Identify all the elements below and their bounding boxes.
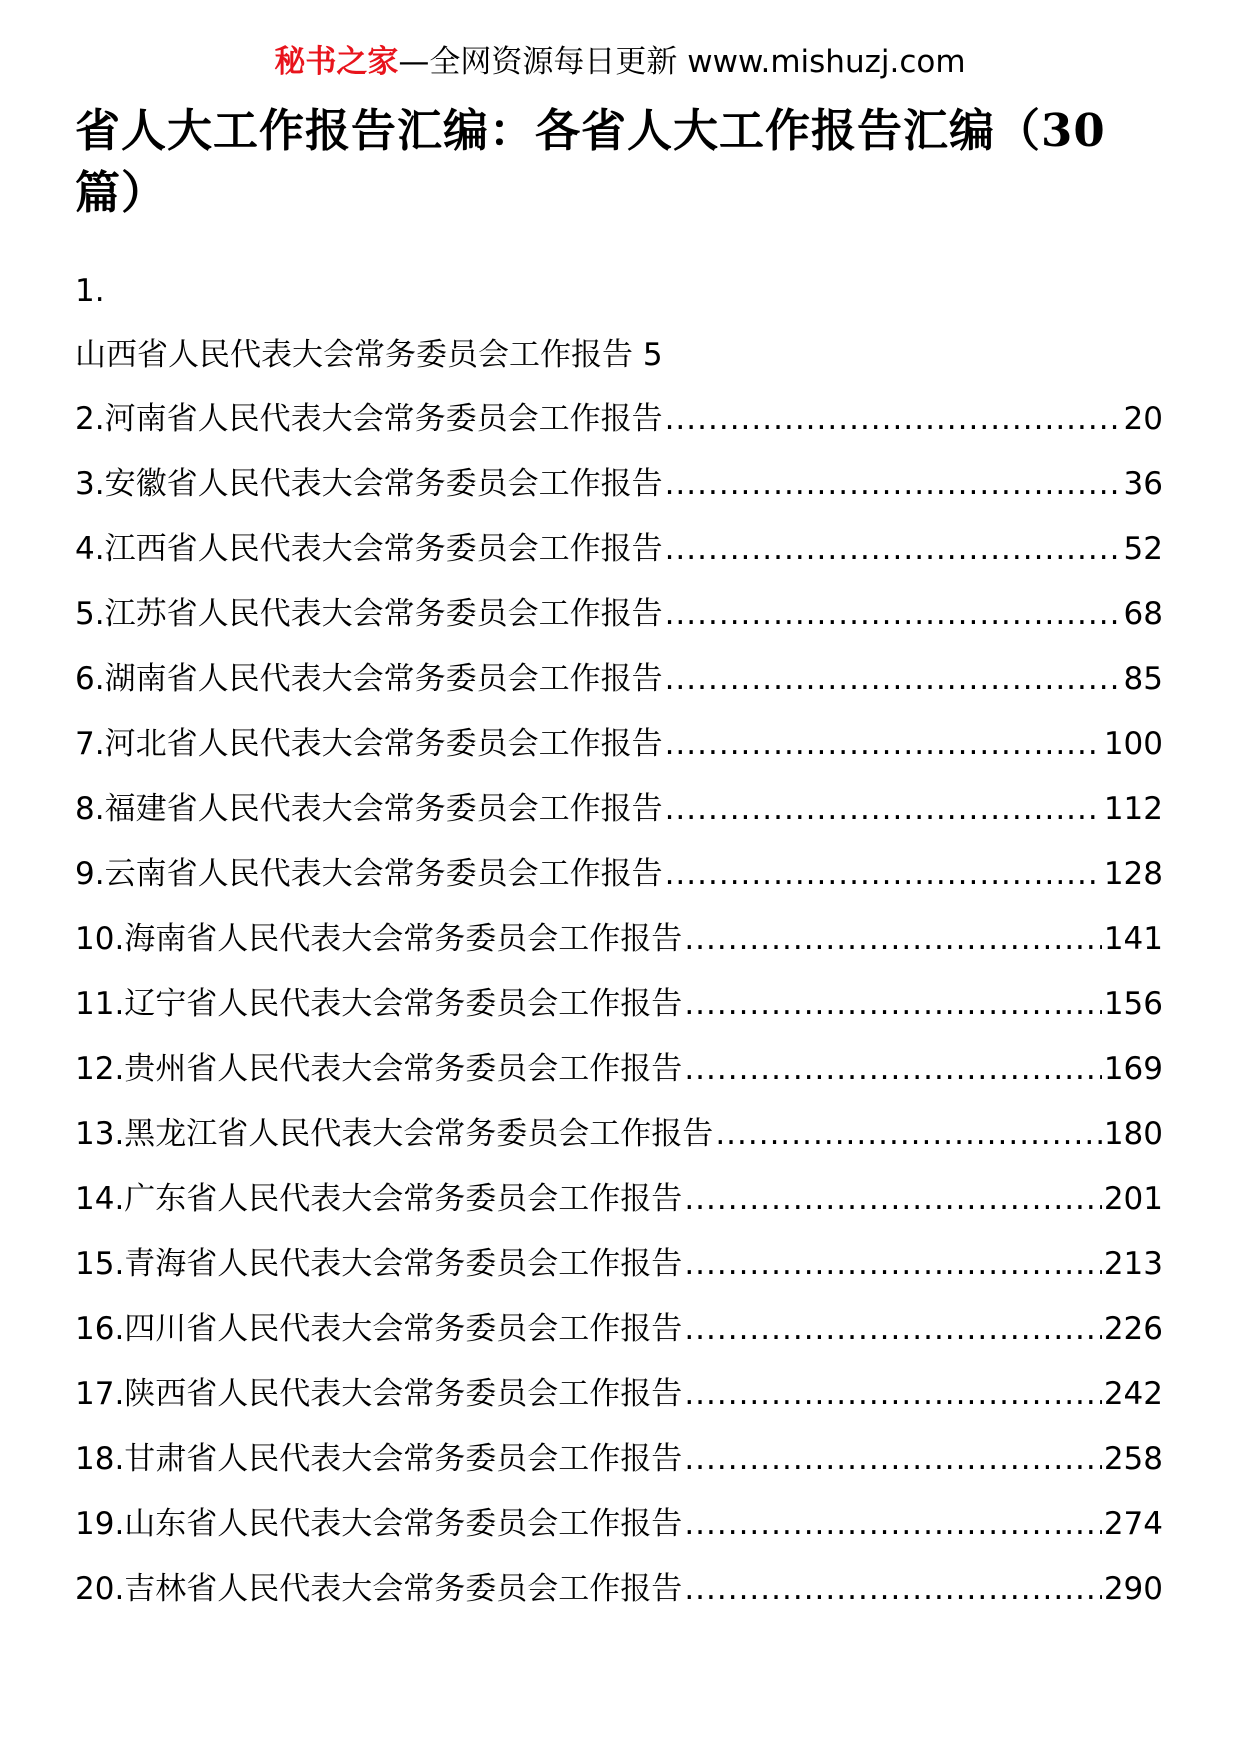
toc-entry-title[interactable]: 16.四川省人民代表大会常务委员会工作报告 — [75, 1311, 683, 1347]
toc-entry-title[interactable]: 14.广东省人民代表大会常务委员会工作报告 — [75, 1181, 683, 1217]
toc-entry-title[interactable]: 11.辽宁省人民代表大会常务委员会工作报告 — [75, 986, 683, 1022]
toc-entry[interactable] — [75, 788, 1163, 853]
toc-entry-page[interactable]: 274 — [1103, 1506, 1163, 1542]
toc-entry[interactable] — [75, 723, 1163, 788]
toc-entry-title[interactable]: 8.福建省人民代表大会常务委员会工作报告 — [75, 791, 663, 827]
page-header — [0, 42, 1240, 82]
toc-entry-page[interactable]: 68 — [1123, 596, 1163, 632]
toc-dot-leader — [684, 1178, 1102, 1220]
toc-entry[interactable] — [75, 1308, 1163, 1373]
toc-dot-leader — [665, 593, 1122, 635]
toc-dot-leader — [684, 1243, 1102, 1285]
toc-entry-title[interactable]: 6.湖南省人民代表大会常务委员会工作报告 — [75, 661, 663, 697]
toc-dot-leader — [665, 658, 1122, 700]
toc-entry-title[interactable]: 5.江苏省人民代表大会常务委员会工作报告 — [75, 596, 663, 632]
toc-entry[interactable] — [75, 463, 1163, 528]
toc-dot-leader — [684, 983, 1102, 1025]
toc-entry[interactable] — [75, 1113, 1163, 1178]
toc-entry-page[interactable]: 52 — [1123, 531, 1163, 567]
toc-entry-page[interactable]: 112 — [1103, 791, 1163, 827]
toc-dot-leader — [684, 1503, 1102, 1545]
toc-entry-title[interactable]: 2.河南省人民代表大会常务委员会工作报告 — [75, 401, 663, 437]
toc-dot-leader — [665, 788, 1102, 830]
toc-entry-title[interactable]: 15.青海省人民代表大会常务委员会工作报告 — [75, 1246, 683, 1282]
toc-entry-page[interactable]: 213 — [1103, 1246, 1163, 1282]
toc-dot-leader — [665, 528, 1122, 570]
toc-entry-page[interactable]: 169 — [1103, 1051, 1163, 1087]
toc-entry-page[interactable]: 180 — [1103, 1116, 1163, 1152]
toc-entry-page[interactable]: 242 — [1103, 1376, 1163, 1412]
toc-dot-leader — [684, 1308, 1102, 1350]
toc-entry-page[interactable]: 258 — [1103, 1441, 1163, 1477]
toc-entry-title[interactable]: 3.安徽省人民代表大会常务委员会工作报告 — [75, 466, 663, 502]
toc-entry[interactable] — [75, 1438, 1163, 1503]
toc-entry-page[interactable]: 128 — [1103, 856, 1163, 892]
toc-entry-title[interactable]: 20.吉林省人民代表大会常务委员会工作报告 — [75, 1571, 683, 1607]
toc-entry-title[interactable]: 19.山东省人民代表大会常务委员会工作报告 — [75, 1506, 683, 1542]
toc-entry[interactable] — [75, 918, 1163, 983]
toc-entry-title[interactable]: 18.甘肃省人民代表大会常务委员会工作报告 — [75, 1441, 683, 1477]
toc-entry-page[interactable]: 226 — [1103, 1311, 1163, 1347]
toc-entry-page[interactable]: 20 — [1123, 401, 1163, 437]
toc-entry[interactable] — [75, 983, 1163, 1048]
toc-entry[interactable] — [75, 658, 1163, 723]
toc-entry-page[interactable]: 85 — [1123, 661, 1163, 697]
toc-entry-page[interactable]: 100 — [1103, 726, 1163, 762]
brand-name: 秘书之家 — [274, 44, 399, 80]
document-title: 省人大工作报告汇编：各省人大工作报告汇编（30篇） — [75, 104, 1106, 219]
toc-entry-title[interactable]: 4.江西省人民代表大会常务委员会工作报告 — [75, 531, 663, 567]
toc-entry-page[interactable]: 201 — [1103, 1181, 1163, 1217]
toc-entry[interactable] — [75, 593, 1163, 658]
toc-dot-leader — [665, 398, 1122, 440]
toc-dot-leader — [715, 1113, 1102, 1155]
toc-dot-leader — [684, 1568, 1102, 1610]
toc-dot-leader — [684, 1438, 1102, 1480]
toc-dot-leader — [665, 463, 1122, 505]
toc-entry-page[interactable]: 36 — [1123, 466, 1163, 502]
header-tagline: —全网资源每日更新 www.mishuzj.com — [398, 44, 966, 80]
toc-entry[interactable] — [75, 1048, 1163, 1113]
toc-dot-leader — [684, 1373, 1102, 1415]
toc-entry-title[interactable]: 12.贵州省人民代表大会常务委员会工作报告 — [75, 1051, 683, 1087]
toc-entry-page[interactable]: 156 — [1103, 986, 1163, 1022]
toc-entry[interactable] — [75, 1568, 1163, 1633]
toc-first-entry[interactable]: 山西省人民代表大会常务委员会工作报告 5 — [75, 337, 663, 373]
toc-entry[interactable] — [75, 528, 1163, 593]
toc-entry-title[interactable]: 13.黑龙江省人民代表大会常务委员会工作报告 — [75, 1116, 714, 1152]
toc-dot-leader — [684, 1048, 1102, 1090]
toc-entry-page[interactable]: 290 — [1103, 1571, 1163, 1607]
toc-entry-title[interactable]: 9.云南省人民代表大会常务委员会工作报告 — [75, 856, 663, 892]
toc-entry-title[interactable]: 17.陕西省人民代表大会常务委员会工作报告 — [75, 1376, 683, 1412]
toc-dot-leader — [665, 723, 1102, 765]
toc-list — [75, 398, 1163, 1633]
toc-entry[interactable] — [75, 1373, 1163, 1438]
toc-dot-leader — [665, 853, 1102, 895]
toc-entry-title[interactable]: 10.海南省人民代表大会常务委员会工作报告 — [75, 921, 683, 957]
toc-entry[interactable] — [75, 398, 1163, 463]
toc-dot-leader — [684, 918, 1102, 960]
toc-entry-title[interactable]: 7.河北省人民代表大会常务委员会工作报告 — [75, 726, 663, 762]
toc-entry[interactable] — [75, 1243, 1163, 1308]
toc-entry[interactable] — [75, 1178, 1163, 1243]
table-of-contents — [75, 270, 1163, 1633]
toc-entry[interactable] — [75, 853, 1163, 918]
toc-entry[interactable] — [75, 1503, 1163, 1568]
toc-entry-page[interactable]: 141 — [1103, 921, 1163, 957]
toc-first-number[interactable]: 1. — [75, 273, 105, 309]
